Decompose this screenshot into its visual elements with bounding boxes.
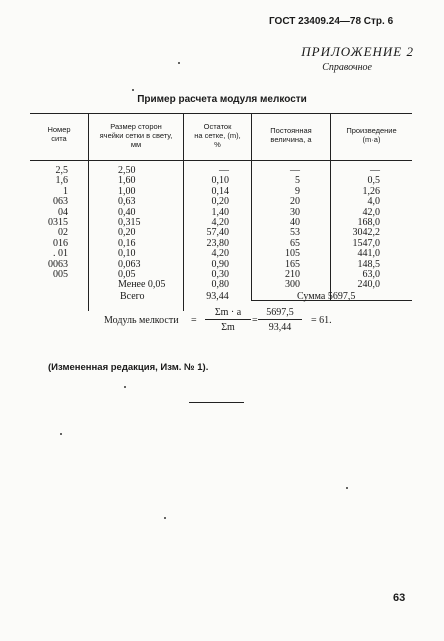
table-cell: 02	[58, 227, 68, 239]
table-cell: 1,00	[118, 185, 136, 197]
scan-speck	[132, 89, 134, 91]
table-cell: 0,10	[211, 175, 229, 187]
table-cell: 04	[58, 206, 68, 218]
running-header: ГОСТ 23409.24—78 Стр. 6	[269, 16, 394, 27]
header-mesh-size: Размер сторон ячейки сетки в свету, мм	[99, 122, 173, 149]
table-cell: 4,0	[367, 196, 380, 208]
formula-denominator-2: 93,44	[268, 322, 292, 333]
table-cell: 0,20	[118, 227, 136, 239]
table-cell: 20	[290, 196, 300, 208]
column-product	[331, 166, 380, 291]
table-cell: 0,063	[118, 258, 141, 270]
table-cell: 65	[290, 237, 300, 249]
table-cell: 0,30	[211, 269, 229, 281]
scan-speck	[164, 517, 166, 519]
formula-eq1: =	[191, 315, 197, 326]
column-constant	[252, 166, 300, 291]
table-cell: 0,14	[211, 185, 229, 197]
table-cell: 9	[295, 185, 300, 197]
table-cell: 240,0	[357, 279, 380, 291]
table-cell: 1547,0	[352, 237, 380, 249]
table-cell: 0,20	[211, 196, 229, 208]
table-cell: 53	[290, 227, 300, 239]
table-cell: 0,05	[118, 269, 136, 281]
table-cell: 0,5	[367, 175, 380, 187]
scan-speck	[178, 62, 180, 64]
scan-speck	[60, 433, 62, 435]
table-title: Пример расчета модуля мелкости	[137, 94, 307, 105]
formula-denominator-1: Σm	[221, 322, 235, 333]
header-residue: Остаток на сетке, (m), %	[194, 122, 241, 149]
header-constant: Постоянная величина, a	[270, 126, 312, 144]
table-cell: 1,6	[55, 175, 68, 187]
table-cell: —	[370, 165, 380, 176]
table-cell: 005	[53, 269, 68, 281]
table-cell: 210	[285, 269, 300, 281]
closing-rule	[189, 402, 244, 403]
scan-speck	[124, 386, 126, 388]
formula-result: = 61.	[311, 315, 332, 326]
table-cell: . 01	[53, 248, 68, 260]
table-cell: 0,40	[118, 206, 136, 218]
fraction-bar-1	[205, 319, 251, 320]
formula-numerator-2: 5697,5	[266, 307, 294, 318]
table-cell: 165	[285, 258, 300, 270]
table-cell: 1,60	[118, 175, 136, 187]
column-residue	[184, 166, 229, 291]
table-cell: 0,63	[118, 196, 136, 208]
table-cell: —	[219, 165, 229, 176]
table-cell: 0315	[48, 217, 68, 229]
table-cell: 42,0	[362, 206, 380, 218]
table-cell: 1,40	[211, 206, 229, 218]
table-cell: 148,5	[357, 258, 380, 270]
table-cell: 5	[295, 175, 300, 187]
table-cell: 0,80	[211, 279, 229, 291]
table-cell	[30, 280, 68, 290]
table-cell: 40	[290, 217, 300, 229]
table-cell: 0,90	[211, 258, 229, 270]
fraction-bar-2	[258, 319, 302, 320]
table-cell: 1	[63, 185, 68, 197]
column-mesh-size	[118, 166, 183, 291]
amendment-note: (Измененная редакция, Изм. № 1).	[48, 362, 209, 373]
table-cell: 0,16	[118, 237, 136, 249]
appendix-subtitle: Справочное	[322, 62, 372, 73]
table-cell: 300	[285, 279, 300, 291]
table-cell: 0063	[48, 258, 68, 270]
total-value: 93,44	[206, 291, 229, 302]
table-cell: 168,0	[357, 217, 380, 229]
table-cell: 105	[285, 248, 300, 260]
table-cell: 1,26	[362, 185, 380, 197]
table-cell: 4,20	[211, 248, 229, 260]
header-product: Произведение (m·a)	[346, 126, 397, 144]
table-cell: 0,10	[118, 248, 136, 260]
sum-text: Сумма 5697,5	[297, 291, 356, 302]
table-cell: —	[290, 165, 300, 176]
table-cell: 016	[53, 237, 68, 249]
scan-speck	[346, 487, 348, 489]
table-cell: 57,40	[206, 227, 229, 239]
table-cell: 2,5	[55, 165, 68, 176]
formula-eq2: =	[252, 315, 258, 326]
table-cell: Менее 0,05	[118, 279, 166, 291]
table-cell: 441,0	[357, 248, 380, 260]
total-label: Всего	[120, 291, 145, 302]
table-cell: 063	[53, 196, 68, 208]
table-cell: 63,0	[362, 269, 380, 281]
table-cell: 2,50	[118, 165, 136, 176]
table-cell: 23,80	[206, 237, 229, 249]
table-cell: 30	[290, 206, 300, 218]
column-sieve-number	[30, 166, 68, 291]
appendix-title: ПРИЛОЖЕНИЕ 2	[301, 44, 414, 59]
formula-numerator-1: Σm · a	[214, 307, 242, 318]
formula-label: Модуль мелкости	[104, 315, 179, 326]
table-cell: 0,315	[118, 217, 141, 229]
header-sieve-number: Номер сита	[47, 125, 71, 143]
table-cell: 4,20	[211, 217, 229, 229]
page-number: 63	[393, 592, 406, 604]
table-cell: 3042,2	[352, 227, 380, 239]
